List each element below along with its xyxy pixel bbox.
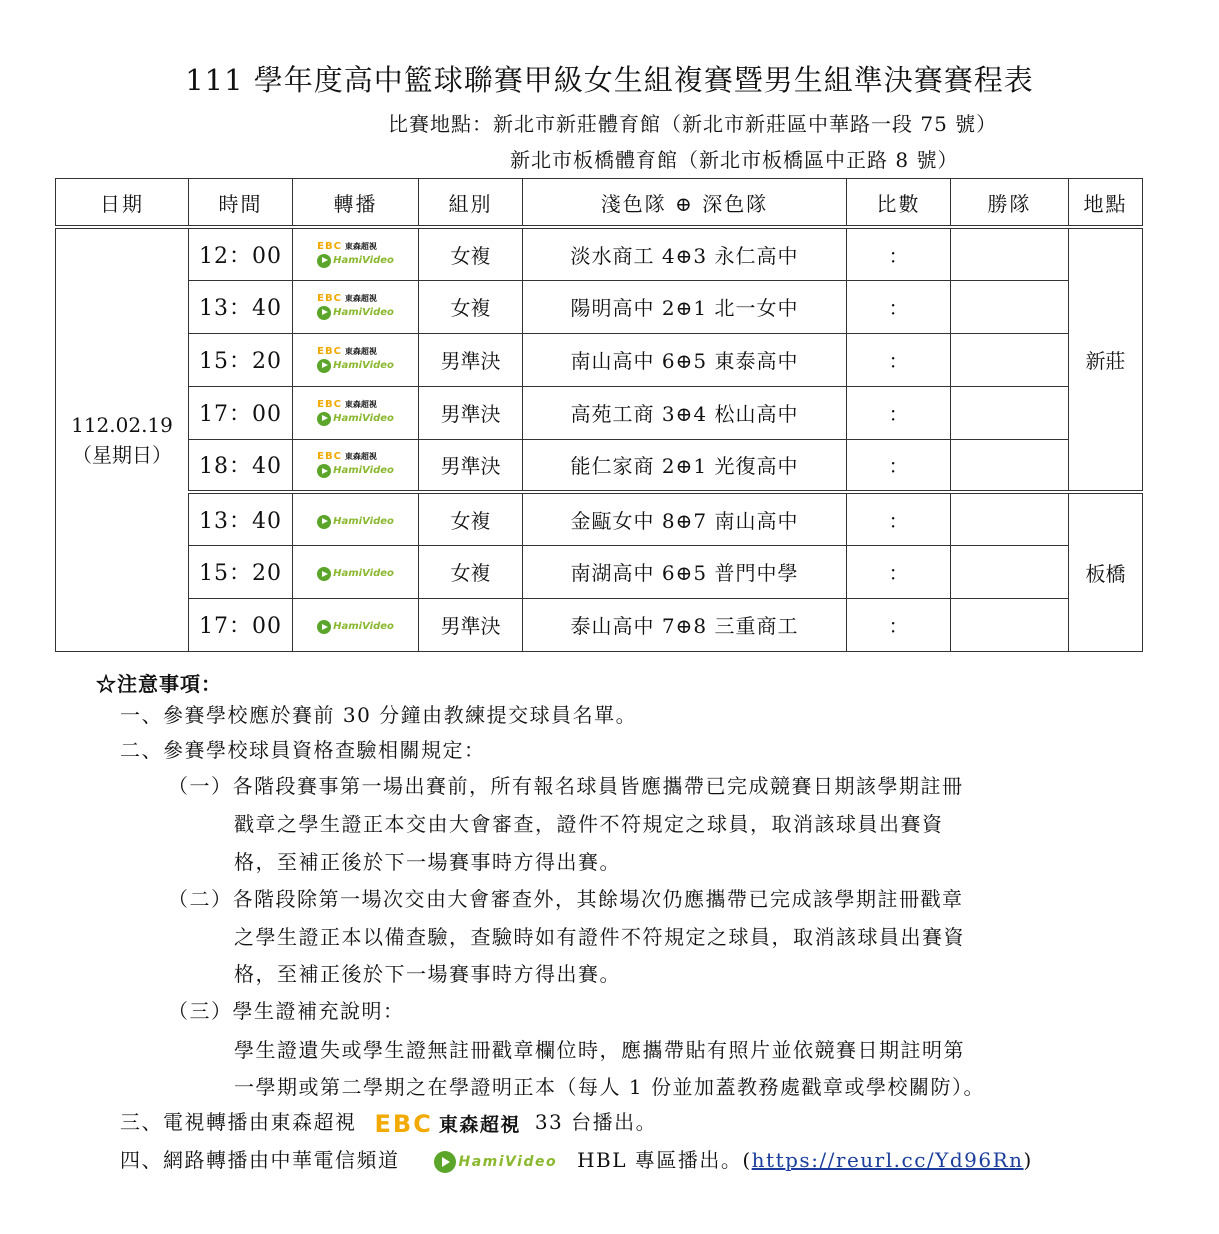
header-time: 時間 — [189, 179, 293, 228]
winner-cell — [951, 492, 1069, 545]
note-4-end: ) — [1023, 1148, 1033, 1172]
score-cell: ： — [847, 492, 951, 545]
note-3-channel: 33 台播出。 — [534, 1110, 658, 1134]
note-4-text: 四、網路轉播由中華電信頻道 — [120, 1148, 400, 1172]
play-icon — [317, 254, 331, 268]
header-score: 比數 — [847, 179, 951, 228]
play-icon — [317, 515, 331, 529]
ebc-name: 東森超視 — [344, 399, 377, 409]
hami-name: HamiVideo — [458, 1153, 558, 1170]
hami-name: HamiVideo — [333, 412, 394, 424]
table-row — [56, 280, 1143, 333]
time-cell: 13：40 — [189, 492, 293, 545]
hamivideo-logo — [317, 359, 394, 373]
header-venue: 地點 — [1069, 179, 1143, 228]
broadcast-cell — [293, 227, 419, 280]
score-cell: ： — [847, 545, 951, 598]
score-cell: ： — [847, 280, 951, 333]
note-2: 二、參賽學校球員資格查驗相關規定： — [120, 738, 486, 762]
hamivideo-logo — [317, 412, 394, 426]
table-header-row — [56, 179, 1143, 228]
broadcast-logos — [317, 400, 394, 426]
hami-name: HamiVideo — [333, 465, 394, 476]
ebc-logo-large — [375, 1110, 521, 1138]
venue-cell: 板橋 — [1069, 492, 1143, 651]
ebc-name: 東森超視 — [344, 293, 377, 303]
group-cell: 男準決 — [419, 598, 523, 651]
match-cell: 陽明高中 2⊕1 北一女中 — [523, 280, 847, 333]
broadcast-cell — [293, 545, 419, 598]
hamivideo-logo — [317, 620, 394, 634]
note-2-3-line-2: 一學期或第二學期之在學證明正本（每人 1 份並加蓋教務處戳章或學校關防）。 — [234, 1075, 985, 1099]
ebc-name: 東森超視 — [344, 241, 377, 251]
hamivideo-logo — [317, 306, 394, 320]
broadcast-cell — [293, 492, 419, 545]
hamivideo-logo — [317, 464, 394, 478]
note-2-2-line-1: （二）各階段除第一場次交由大會審查外，其餘場次仍應攜帶已完成該學期註冊戳章 — [168, 887, 964, 911]
date-text: 112.02.19 — [71, 412, 173, 437]
match-cell: 淡水商工 4⊕3 永仁高中 — [523, 227, 847, 280]
note-2-2-line-2: 之學生證正本以備查驗，查驗時如有證件不符規定之球員，取消該球員出賽資 — [234, 925, 965, 949]
ebc-mark: EBC — [317, 398, 342, 410]
ebc-name: 東森超視 — [438, 1114, 521, 1136]
weekday-text: （星期日） — [72, 442, 172, 467]
note-2-3-line-1: 學生證遺失或學生證無註冊戳章欄位時，應攜帶貼有照片並依競賽日期註明第 — [234, 1038, 965, 1062]
ebc-mark: EBC — [374, 1109, 433, 1138]
group-cell: 女複 — [419, 545, 523, 598]
hami-name: HamiVideo — [333, 515, 394, 527]
hami-name: HamiVideo — [333, 359, 394, 371]
time-cell: 12：00 — [189, 227, 293, 280]
venue-line-1: 比賽地點：新北市新莊體育館（新北市新莊區中華路一段 75 號） — [388, 112, 998, 136]
broadcast-logos — [317, 513, 394, 529]
table-row — [56, 545, 1143, 598]
ebc-mark: EBC — [317, 451, 342, 462]
broadcast-logos — [317, 347, 394, 373]
table-row — [56, 386, 1143, 439]
match-cell: 能仁家商 2⊕1 光復高中 — [523, 439, 847, 492]
play-icon — [434, 1151, 456, 1173]
note-2-1-line-2: 戳章之學生證正本交由大會審查，證件不符規定之球員，取消該球員出賽資 — [234, 812, 944, 836]
header-date: 日期 — [56, 179, 189, 228]
score-cell: ： — [847, 227, 951, 280]
winner-cell — [951, 386, 1069, 439]
note-1: 一、參賽學校應於賽前 30 分鐘由教練提交球員名單。 — [120, 703, 638, 727]
ebc-logo — [317, 452, 377, 462]
hami-name: HamiVideo — [333, 568, 394, 579]
hamivideo-logo — [317, 515, 394, 529]
ebc-logo — [317, 294, 377, 304]
match-cell: 高苑工商 3⊕4 松山高中 — [523, 386, 847, 439]
table-row — [56, 439, 1143, 492]
hami-name: HamiVideo — [333, 621, 394, 632]
hami-name: HamiVideo — [333, 254, 394, 266]
hami-name: HamiVideo — [333, 306, 394, 318]
ebc-name: 東森超視 — [344, 452, 377, 461]
table-row — [56, 598, 1143, 651]
hamivideo-logo-large — [434, 1151, 558, 1173]
note-4-mid: HBL 專區播出。( — [577, 1148, 752, 1172]
time-cell: 13：40 — [189, 280, 293, 333]
table-row — [56, 333, 1143, 386]
table-row — [56, 492, 1143, 545]
score-cell: ： — [847, 598, 951, 651]
note-2-1-line-1: （一）各階段賽事第一場出賽前，所有報名球員皆應攜帶已完成競賽日期該學期註冊 — [168, 774, 964, 798]
hamivideo-logo — [317, 254, 394, 268]
broadcast-logos — [317, 242, 394, 268]
date-cell — [56, 227, 189, 651]
group-cell: 男準決 — [419, 386, 523, 439]
ebc-mark: EBC — [317, 240, 342, 252]
time-cell: 18：40 — [189, 439, 293, 492]
match-cell: 南山高中 6⊕5 東泰高中 — [523, 333, 847, 386]
play-icon — [317, 359, 331, 373]
hbl-link[interactable]: https://reurl.cc/Yd96Rn — [751, 1148, 1024, 1172]
broadcast-logos — [317, 565, 394, 581]
hamivideo-logo — [317, 567, 394, 581]
broadcast-logos — [317, 452, 394, 478]
ebc-logo — [317, 347, 377, 357]
venue-cell: 新莊 — [1069, 227, 1143, 492]
broadcast-cell — [293, 439, 419, 492]
play-icon — [317, 567, 331, 581]
match-cell: 泰山高中 7⊕8 三重商工 — [523, 598, 847, 651]
time-cell: 17：00 — [189, 386, 293, 439]
winner-cell — [951, 598, 1069, 651]
broadcast-cell — [293, 386, 419, 439]
ebc-mark: EBC — [317, 345, 342, 357]
note-2-2-line-3: 格，至補正後於下一場賽事時方得出賽。 — [234, 962, 621, 986]
notes-heading: ☆注意事項： — [96, 672, 222, 696]
table-row — [56, 227, 1143, 280]
winner-cell — [951, 545, 1069, 598]
time-cell: 17：00 — [189, 598, 293, 651]
note-4 — [120, 1144, 1033, 1173]
match-cell: 金甌女中 8⊕7 南山高中 — [523, 492, 847, 545]
score-cell: ： — [847, 386, 951, 439]
group-cell: 女複 — [419, 492, 523, 545]
note-2-3: （三）學生證補充說明： — [168, 999, 405, 1023]
ebc-name: 東森超視 — [344, 346, 377, 356]
ebc-mark: EBC — [317, 292, 342, 304]
play-icon — [317, 464, 331, 478]
note-3 — [120, 1106, 657, 1138]
winner-cell — [951, 439, 1069, 492]
note-2-1-line-3: 格，至補正後於下一場賽事時方得出賽。 — [234, 850, 621, 874]
broadcast-logos — [317, 618, 394, 634]
winner-cell — [951, 333, 1069, 386]
broadcast-cell — [293, 280, 419, 333]
header-winner: 勝隊 — [951, 179, 1069, 228]
header-match: 淺色隊 ⊕ 深色隊 — [523, 179, 847, 228]
broadcast-logos — [317, 294, 394, 320]
group-cell: 女複 — [419, 227, 523, 280]
header-broadcast: 轉播 — [293, 179, 419, 228]
broadcast-cell — [293, 333, 419, 386]
play-icon — [317, 412, 331, 426]
header-group: 組別 — [419, 179, 523, 228]
schedule-table — [55, 178, 1143, 652]
time-cell: 15：20 — [189, 333, 293, 386]
winner-cell — [951, 227, 1069, 280]
ebc-logo — [317, 400, 377, 410]
winner-cell — [951, 280, 1069, 333]
play-icon — [317, 306, 331, 320]
venue-line-2: 新北市板橋體育館（新北市板橋區中正路 8 號） — [510, 148, 959, 172]
group-cell: 女複 — [419, 280, 523, 333]
play-icon — [317, 620, 331, 634]
score-cell: ： — [847, 333, 951, 386]
note-3-text: 三、電視轉播由東森超視 — [120, 1110, 357, 1134]
score-cell: ： — [847, 439, 951, 492]
ebc-logo — [317, 242, 377, 252]
group-cell: 男準決 — [419, 439, 523, 492]
match-cell: 南湖高中 6⊕5 普門中學 — [523, 545, 847, 598]
group-cell: 男準決 — [419, 333, 523, 386]
broadcast-cell — [293, 598, 419, 651]
time-cell: 15：20 — [189, 545, 293, 598]
page-title: 111 學年度高中籃球聯賽甲級女生組複賽暨男生組準決賽賽程表 — [185, 63, 1034, 97]
